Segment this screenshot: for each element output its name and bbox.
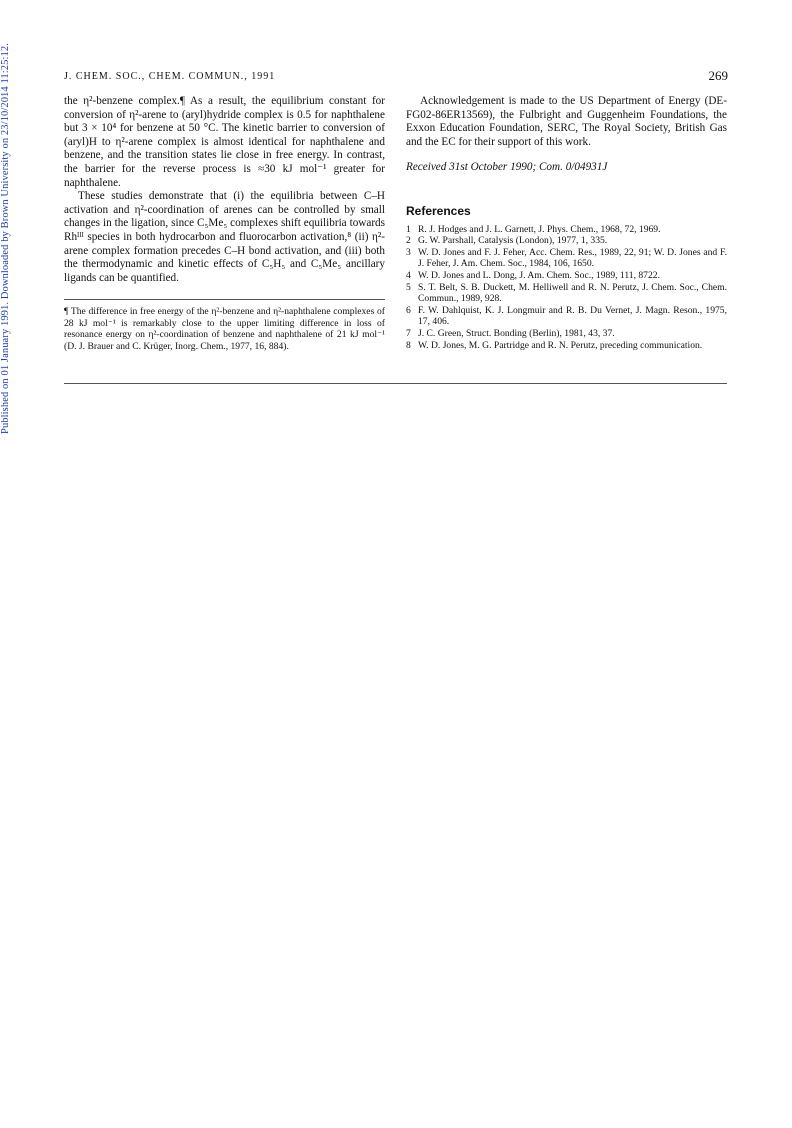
reference-item: 2 G. W. Parshall, Catalysis (London), 1977, 1, 335. <box>406 235 608 247</box>
reference-item: 4 W. D. Jones and L. Dong, J. Am. Chem. Soc., 1989, 111, 8722. <box>406 269 660 281</box>
download-watermark: Published on 01 January 1991. Downloaded by Brown University on 23/10/2014 11:25:12. <box>0 43 11 434</box>
reference-item: 3 W. D. Jones and F. J. Feher, Acc. Chem. Res., 1989, 22, 91; W. D. Jones and F. J. Feher, J. Am. Chem. Soc., 1984, 106, 1650. <box>406 246 727 270</box>
running-header <box>64 68 728 87</box>
page-end-rule <box>64 383 727 384</box>
reference-item: 6 F. W. Dahlquist, K. J. Longmuir and R. B. Du Vernet, J. Magn. Reson., 1975, 17, 406. <box>406 304 727 328</box>
reference-item: 1 R. J. Hodges and J. L. Garnett, J. Phys. Chem., 1968, 72, 1969. <box>406 223 661 235</box>
reference-item: 8 W. D. Jones, M. G. Partridge and R. N. Perutz, preceding communication. <box>406 339 703 351</box>
acknowledgement: Acknowledgement is made to the US Department of Energy (DE-FG02-86ER13569), the Fulbright and Guggenheim Foundations, the Exxon Education Foundation, SERC, The Royal Society, British Gas and the EC for their support of this work. <box>406 95 727 148</box>
footnote: ¶ The difference in free energy of the η²-benzene and η²-naphthalene complexes of 28 kJ mol⁻¹ is remarkably close to the upper limiting difference in loss of resonance energy on η²-coordination of benzene and naphthalene of 21 kJ mol⁻¹ (D. J. Brauer and C. Krüger, Inorg. Chem., 1977, 16, 884). <box>64 306 385 352</box>
right-column <box>406 95 727 351</box>
left-column <box>64 95 385 352</box>
body-paragraph: the η²-benzene complex.¶ As a result, the equilibrium constant for conversion of η²-arene to (aryl)hydride complex is 0.5 for naphthalene but 3 × 10⁴ for benzene at 50 °C. The kinetic barrier to conversion of (aryl)H to η²-arene complex is almost identical for naphthalene and benzene, and the transition states lie close in free energy. In contrast, the barrier for the reverse process is ≈30 kJ mol⁻¹ greater for naphthalene. <box>64 95 385 189</box>
received-date: Received 31st October 1990; Com. 0/04931J <box>406 161 608 174</box>
references-heading: References <box>406 203 471 218</box>
reference-list <box>406 224 727 352</box>
footnote-divider <box>64 299 385 300</box>
reference-item: 5 S. T. Belt, S. B. Duckett, M. Helliwell and R. N. Perutz, J. Chem. Soc., Chem. Commun., 1989, 928. <box>406 281 727 305</box>
journal-title: J. CHEM. SOC., CHEM. COMMUN., 1991 <box>64 71 276 82</box>
reference-item: 7 J. C. Green, Struct. Bonding (Berlin), 1981, 43, 37. <box>406 327 615 339</box>
body-paragraph: These studies demonstrate that (i) the equilibria between C–H activation and η²-coordination of arenes can be controlled by small changes in the ligation, since C₅Me₅ complexes shift equilibria towards Rhᴵᴵᴵ species in both hydrocarbon and fluorocarbon activation,⁸ (ii) η²-arene complex formation precedes C–H bond activation, and (iii) both the thermodynamic and kinetic effects of C₅H₅ and C₅Me₅ ancillary ligands can be quantified. <box>64 190 385 284</box>
page-number: 269 <box>708 68 728 83</box>
